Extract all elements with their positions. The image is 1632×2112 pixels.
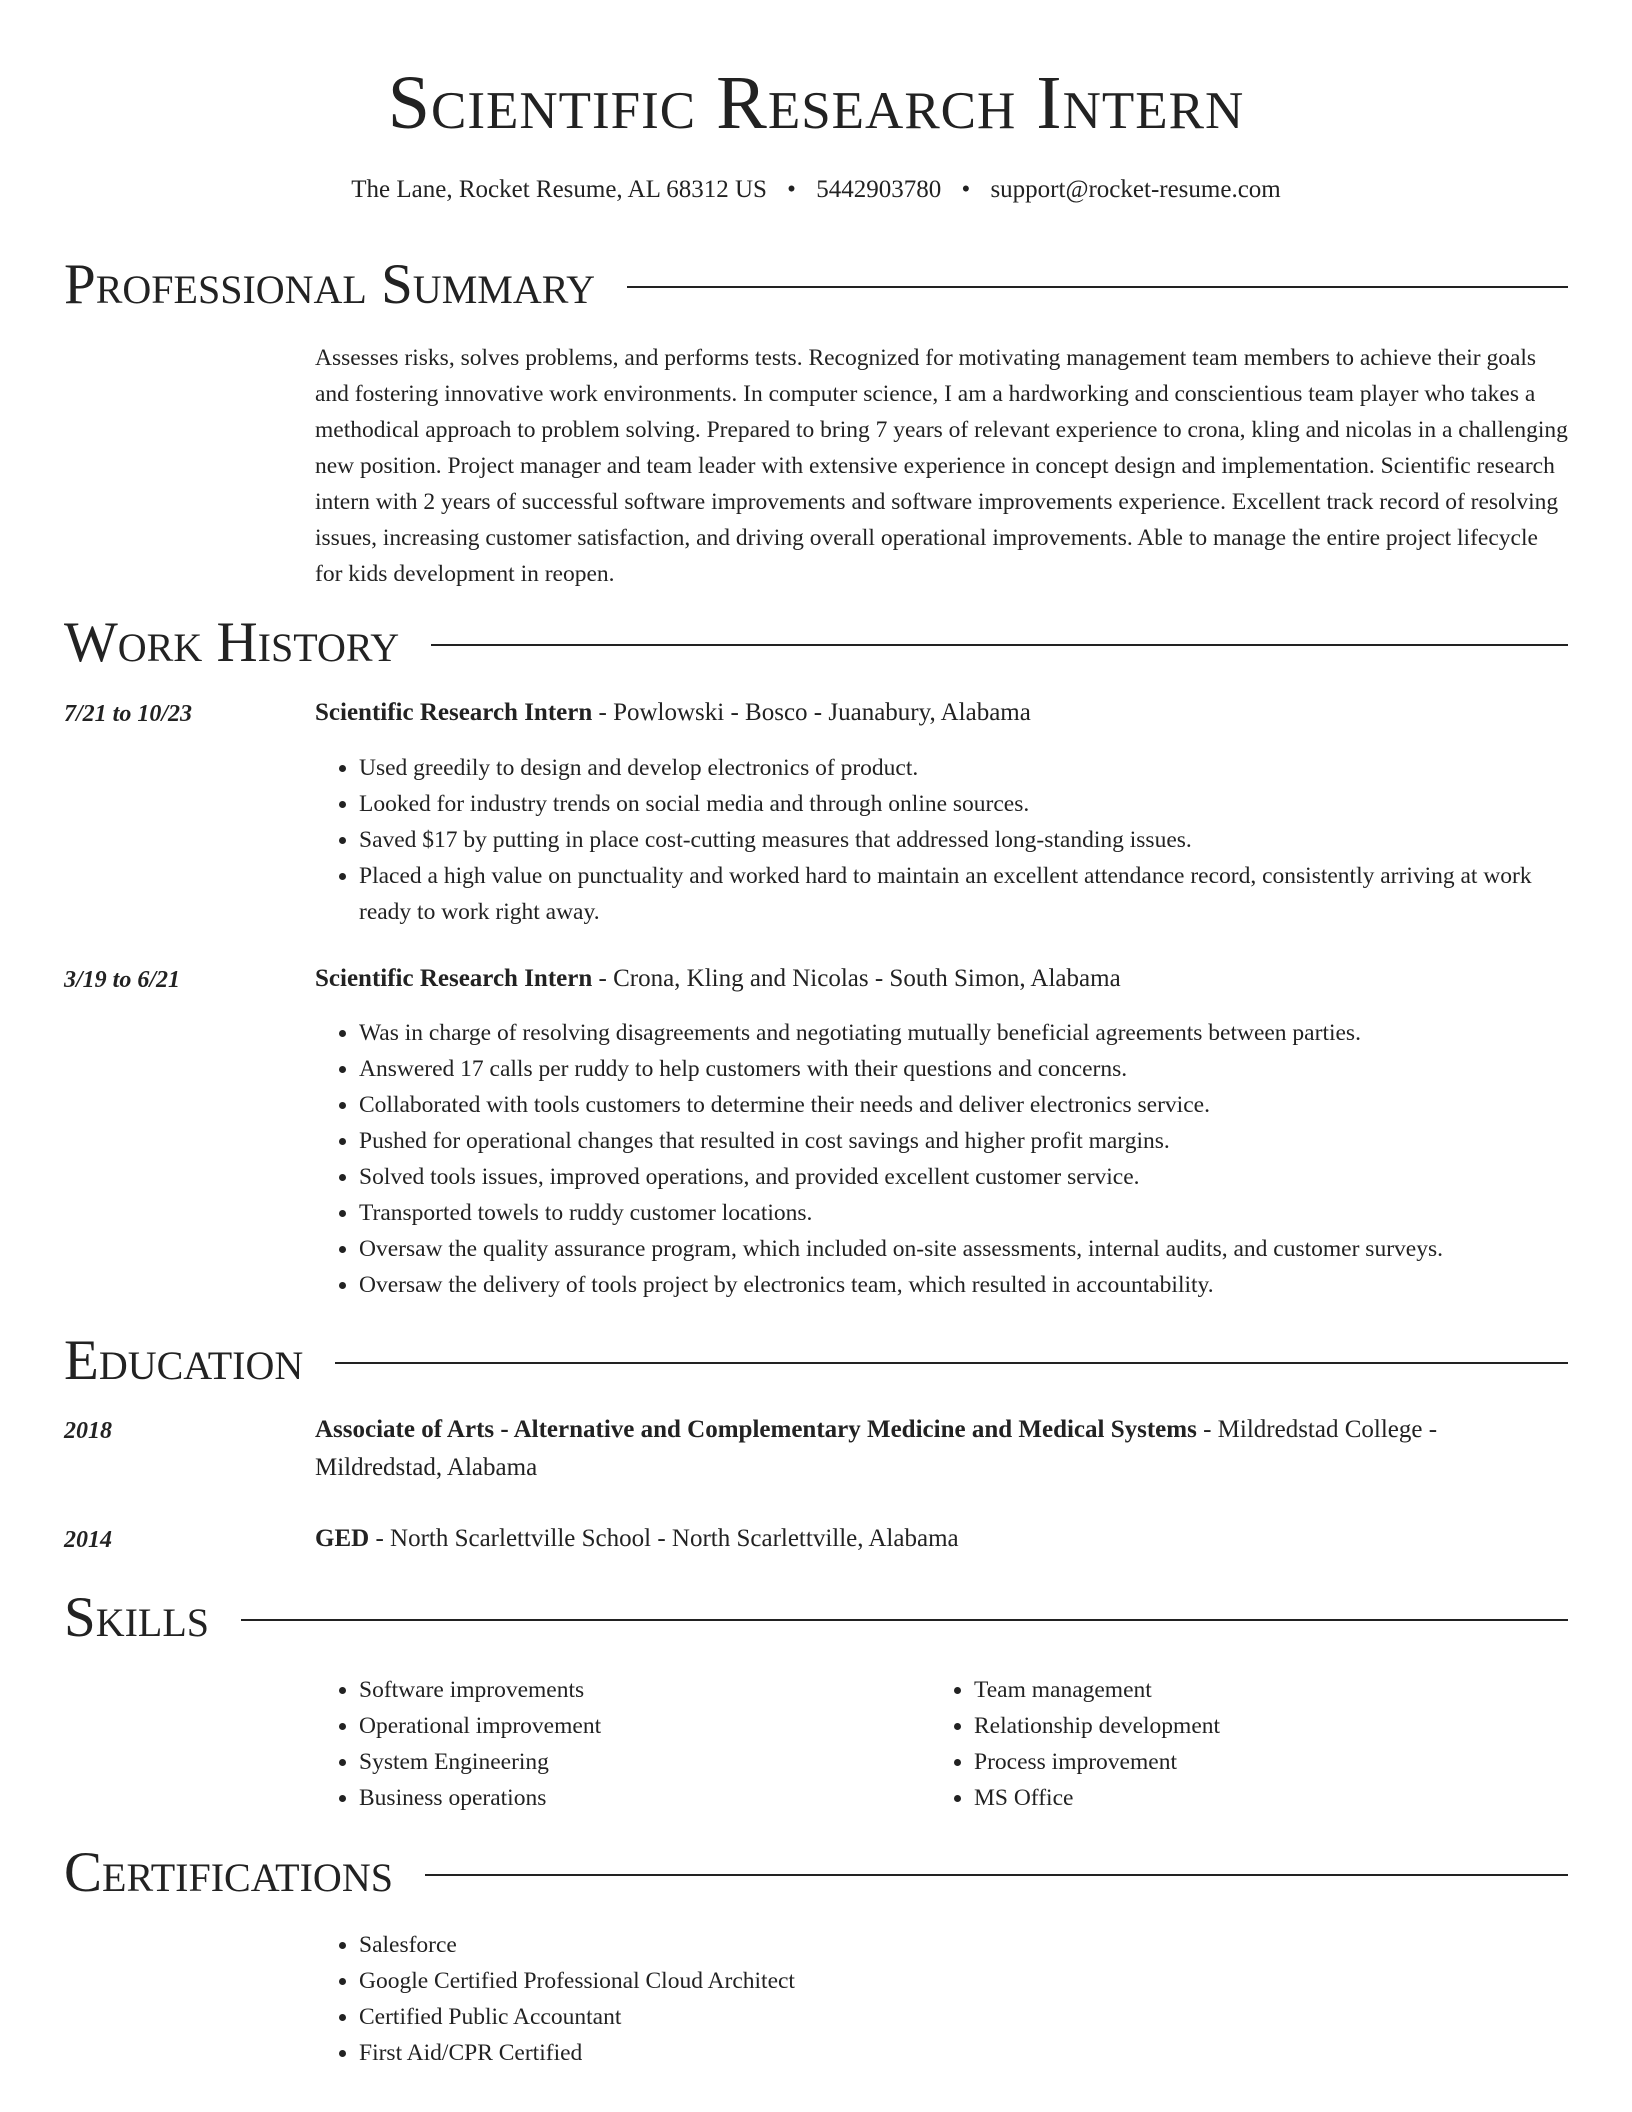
- education-section-header: [64, 1328, 1568, 1394]
- skill-item: • MS Office: [974, 1780, 1574, 1816]
- list-item: • Answered 17 calls per ruddy to help customers with their questions and concerns.: [359, 1051, 1570, 1087]
- certification-item: • Salesforce: [359, 1927, 1570, 1963]
- skill-item: • Operational improvement: [359, 1708, 919, 1744]
- list-item: • Transported towels to ruddy customer locations.: [359, 1195, 1570, 1231]
- education-entry: [315, 1520, 1570, 1558]
- skills-section-header: [64, 1585, 1568, 1651]
- list-item: • Used greedily to design and develop electronics of product.: [359, 750, 1570, 786]
- summary-text: Assesses risks, solves problems, and performs tests. Recognized for motivating management team members to achieve their goals and fostering innovative work environments. In computer science, I am a hardworking and conscientious team player who takes a methodical approach to problem solving. Prepared to bring 7 years of relevant experience to crona, kling and nicolas in a challenging new position. Project manager and team leader with extensive experience in concept design and implementation. Scientific research intern with 2 years of successful software improvements and software improvements experience. Excellent track record of resolving issues, increasing customer satisfaction, and driving overall operational improvements. Able to manage the entire project lifecycle for kids development in reopen.: [315, 345, 1568, 587]
- section-divider: [431, 644, 1568, 646]
- job-bullets: [315, 1015, 1570, 1303]
- job-dates: 7/21 to 10/23: [64, 701, 193, 727]
- education-year: 2018: [64, 1418, 112, 1444]
- certifications-section-header: [64, 1840, 1568, 1906]
- job-details: - Crona, Kling and Nicolas - South Simon, Alabama: [592, 965, 1121, 992]
- list-item: • Solved tools issues, improved operations, and provided excellent customer service.: [359, 1159, 1570, 1195]
- list-item: • Oversaw the quality assurance program, which included on-site assessments, internal audits, and customer surveys.: [359, 1231, 1570, 1267]
- education-details: - Mildredstad College - Mildredstad, Alabama: [315, 1416, 1438, 1481]
- section-divider: [425, 1874, 1568, 1876]
- skill-item: • Process improvement: [974, 1744, 1574, 1780]
- summary-section-header: [64, 252, 1568, 318]
- section-title-certifications: Certifications: [64, 1841, 393, 1904]
- contact-separator: •: [961, 176, 971, 203]
- section-divider: [627, 286, 1568, 288]
- job-title: Scientific Research Intern: [315, 965, 593, 992]
- education-year: 2014: [64, 1527, 112, 1553]
- contact-phone: 5442903780: [816, 176, 942, 203]
- certification-item: • First Aid/CPR Certified: [359, 2035, 1570, 2071]
- section-title-work: Work History: [64, 611, 400, 674]
- job-title: Scientific Research Intern: [315, 699, 593, 726]
- section-title-skills: Skills: [64, 1586, 210, 1649]
- contact-separator: •: [787, 176, 796, 203]
- list-item: • Oversaw the delivery of tools project by electronics team, which resulted in accountability.: [359, 1267, 1570, 1303]
- skill-item: • Team management: [974, 1672, 1574, 1708]
- contact-address: The Lane, Rocket Resume, AL 68312 US: [351, 176, 767, 203]
- job-heading: [315, 694, 1570, 732]
- education-degree: GED: [315, 1525, 370, 1552]
- list-item: • Pushed for operational changes that resulted in cost savings and higher profit margins.: [359, 1123, 1570, 1159]
- list-item: • Saved $17 by putting in place cost-cutting measures that addressed long-standing issues.: [359, 822, 1570, 858]
- certification-item: • Google Certified Professional Cloud Architect: [359, 1963, 1570, 1999]
- job-heading: [315, 960, 1570, 998]
- section-title-education: Education: [64, 1329, 304, 1392]
- skill-item: • Relationship development: [974, 1708, 1574, 1744]
- skills-list-left: [315, 1672, 919, 1816]
- resume-name: Scientific Research Intern: [387, 61, 1245, 145]
- section-title-summary: Professional Summary: [64, 253, 596, 316]
- list-item: • Collaborated with tools customers to determine their needs and deliver electronics service.: [359, 1087, 1570, 1123]
- work-section-header: [64, 610, 1568, 676]
- education-entry: [315, 1411, 1570, 1487]
- certifications-list: [315, 1927, 1570, 2071]
- job-bullets: [315, 750, 1570, 930]
- section-divider: [241, 1619, 1568, 1621]
- certification-item: • Certified Public Accountant: [359, 1999, 1570, 2035]
- section-divider: [335, 1362, 1568, 1364]
- skill-item: • Business operations: [359, 1780, 919, 1816]
- job-details: - Powlowski - Bosco - Juanabury, Alabama: [592, 699, 1031, 726]
- skill-item: • Software improvements: [359, 1672, 919, 1708]
- job-dates: 3/19 to 6/21: [64, 967, 181, 993]
- list-item: • Placed a high value on punctuality and worked hard to maintain an excellent attendance record, consistently arriving at work ready to work right away.: [359, 858, 1570, 930]
- list-item: • Looked for industry trends on social media and through online sources.: [359, 786, 1570, 822]
- education-details: - North Scarlettville School - North Scarlettville, Alabama: [369, 1525, 959, 1552]
- skill-item: • System Engineering: [359, 1744, 919, 1780]
- education-degree: Associate of Arts - Alternative and Complementary Medicine and Medical Systems: [315, 1416, 1197, 1443]
- skills-list-right: [930, 1672, 1574, 1816]
- contact-email[interactable]: support@rocket-resume.com: [990, 176, 1281, 203]
- list-item: • Was in charge of resolving disagreements and negotiating mutually beneficial agreements between parties.: [359, 1015, 1570, 1051]
- contact-line: [0, 174, 1632, 206]
